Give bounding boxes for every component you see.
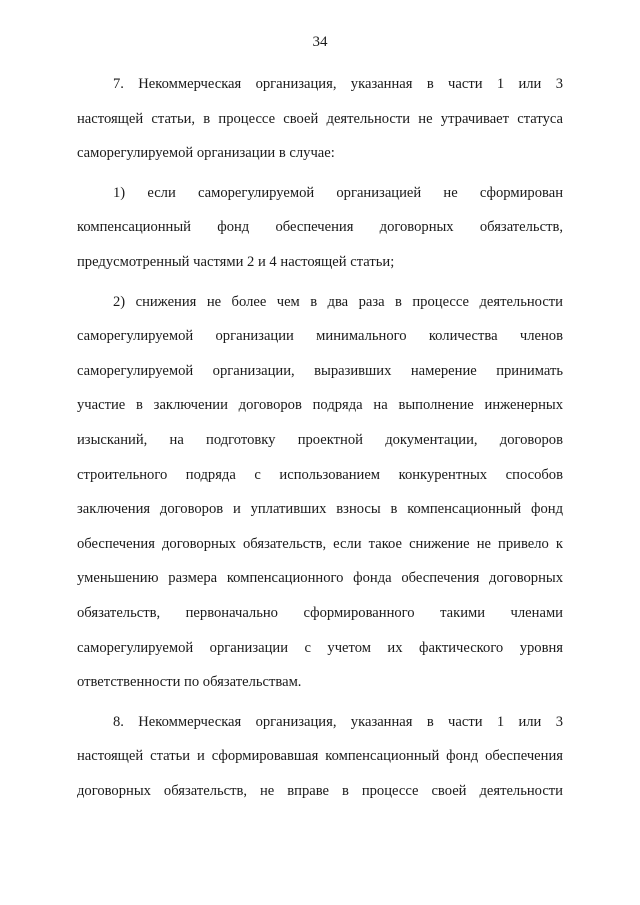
- text-line: саморегулируемой организации минимального количества членов: [77, 328, 563, 345]
- text-line: участие в заключении договоров подряда на выполнение инженерных: [77, 397, 563, 414]
- paragraph-8: [77, 705, 563, 809]
- text-line: саморегулируемой организации в случае:: [77, 145, 335, 162]
- text-line: заключения договоров и уплативших взносы в компенсационный фонд: [77, 501, 563, 518]
- text-line: ответственности по обязательствам.: [77, 674, 302, 691]
- text-line: строительного подряда с использованием конкурентных способов: [77, 466, 563, 483]
- paragraph-7: [77, 67, 563, 171]
- item-2: [77, 285, 563, 700]
- text-line: 1) если саморегулируемой организацией не сформирован: [113, 184, 563, 201]
- text-line: изысканий, на подготовку проектной документации, договоров: [77, 431, 563, 448]
- document-body: [77, 67, 563, 808]
- item-1: [77, 176, 563, 280]
- text-line: настоящей статьи и сформировавшая компенсационный фонд обеспечения: [77, 748, 563, 765]
- text-line: 7. Некоммерческая организация, указанная в части 1 или 3: [113, 76, 563, 92]
- text-line: уменьшению размера компенсационного фонда обеспечения договорных: [77, 570, 563, 587]
- text-line: 8. Некоммерческая организация, указанная в части 1 или 3: [113, 713, 563, 730]
- text-line: настоящей статьи, в процессе своей деятельности не утрачивает статуса: [77, 110, 563, 127]
- text-line: предусмотренный частями 2 и 4 настоящей статьи;: [77, 253, 395, 270]
- text-line: саморегулируемой организации с учетом их фактического уровня: [77, 639, 563, 656]
- text-line: обеспечения договорных обязательств, если такое снижение не привело к: [77, 535, 563, 552]
- text-line: обязательств, первоначально сформированного такими членами: [77, 604, 563, 621]
- text-line: договорных обязательств, не вправе в процессе своей деятельности: [77, 782, 563, 799]
- text-line: саморегулируемой организации, выразивших намерение принимать: [77, 362, 563, 379]
- page-number: 34: [312, 34, 328, 50]
- text-line: 2) снижения не более чем в два раза в процессе деятельности: [113, 293, 563, 310]
- text-line: компенсационный фонд обеспечения договорных обязательств,: [77, 219, 563, 236]
